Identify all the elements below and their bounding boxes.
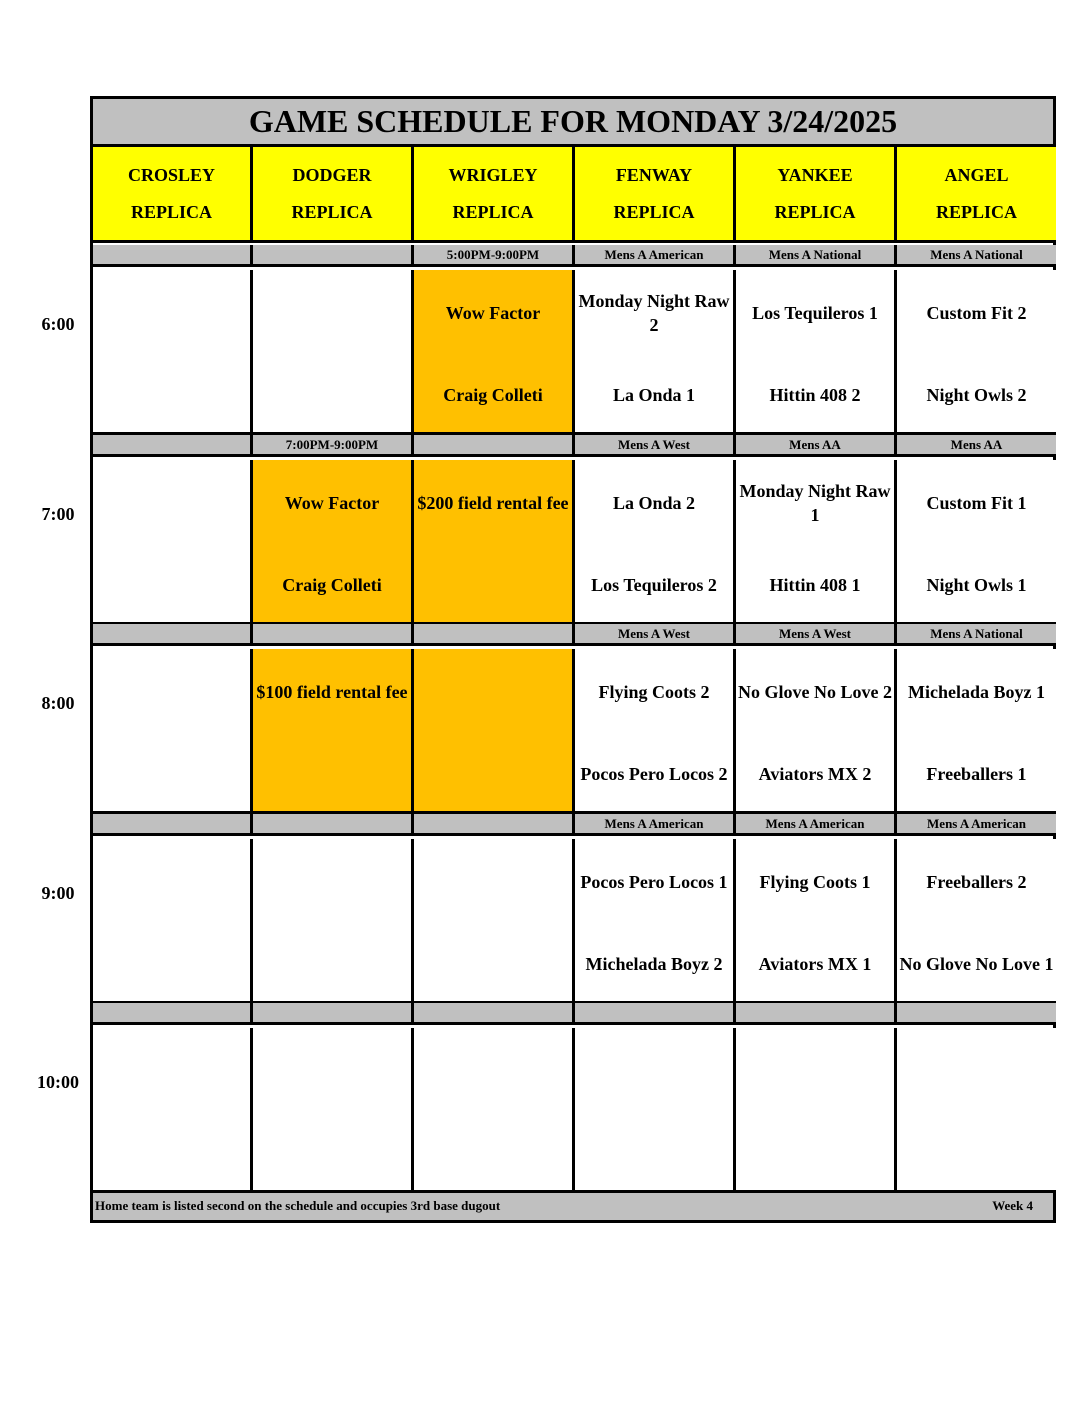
field-header-dodger [253, 147, 414, 243]
game-slot [253, 1028, 414, 1193]
field-name: ANGEL [944, 164, 1009, 185]
field-header-wrigley [414, 147, 575, 243]
footer-row [93, 1191, 1053, 1220]
field-type: REPLICA [291, 201, 373, 222]
game-slot [897, 839, 1056, 1004]
home-team: Pocos Pero Locos 2 [580, 764, 728, 784]
game-slot [93, 460, 253, 625]
game-slot [897, 649, 1056, 814]
field-type: REPLICA [130, 201, 212, 222]
game-slot [93, 649, 253, 814]
footer-note: Home team is listed second on the schedule and occupies 3rd base dugout [95, 1197, 501, 1213]
home-team: Aviators MX 1 [758, 954, 872, 974]
division-label [414, 435, 575, 457]
game-slot [414, 649, 575, 814]
field-type: REPLICA [452, 201, 534, 222]
division-label [575, 1003, 736, 1025]
division-label [253, 1003, 414, 1025]
home-team: Freeballers 1 [926, 764, 1027, 784]
division-label: Mens A West [736, 624, 897, 646]
time-label: 6:00 [41, 314, 75, 334]
visiting-team: Los Tequileros 1 [752, 303, 878, 323]
field-name: YANKEE [777, 164, 853, 185]
field-header-yankee [736, 147, 897, 243]
game-slot [575, 649, 736, 814]
home-team: Craig Colleti [443, 385, 543, 405]
division-label [93, 814, 253, 836]
division-label [414, 624, 575, 646]
visiting-team: Wow Factor [284, 493, 380, 513]
visiting-team: $100 field rental fee [256, 682, 408, 702]
game-slot [253, 649, 414, 814]
game-slot [575, 270, 736, 435]
field-name: FENWAY [615, 164, 693, 185]
division-label: 5:00PM-9:00PM [414, 245, 575, 267]
division-label: 7:00PM-9:00PM [253, 435, 414, 457]
home-team: Night Owls 1 [926, 575, 1027, 595]
game-slot [736, 460, 897, 625]
visiting-team: Pocos Pero Locos 1 [580, 872, 728, 892]
visiting-team: Custom Fit 2 [926, 303, 1027, 323]
division-label [93, 435, 253, 457]
division-label: Mens A West [575, 435, 736, 457]
visiting-team: Michelada Boyz 1 [908, 682, 1045, 702]
game-slot [575, 1028, 736, 1193]
home-team: Night Owls 2 [926, 385, 1027, 405]
division-label: Mens A American [575, 814, 736, 836]
visiting-team: $200 field rental fee [417, 493, 569, 513]
field-name: CROSLEY [127, 164, 216, 185]
visiting-team: La Onda 2 [612, 493, 696, 513]
game-slot [414, 839, 575, 1004]
home-team: Aviators MX 2 [758, 764, 872, 784]
field-header-crosley [93, 147, 253, 243]
division-label: Mens A American [736, 814, 897, 836]
game-slot [736, 1028, 897, 1193]
field-type: REPLICA [935, 201, 1017, 222]
division-label: Mens AA [736, 435, 897, 457]
field-type: REPLICA [774, 201, 856, 222]
game-slot [897, 270, 1056, 435]
division-label [253, 624, 414, 646]
division-label: Mens A National [736, 245, 897, 267]
division-label: Mens A American [575, 245, 736, 267]
field-name: WRIGLEY [448, 164, 538, 185]
division-label [736, 1003, 897, 1025]
page-title: GAME SCHEDULE FOR MONDAY 3/24/2025 [93, 99, 1053, 147]
home-team: Craig Colleti [282, 575, 382, 595]
division-label: Mens AA [897, 435, 1056, 457]
division-label [93, 1003, 253, 1025]
division-label [93, 624, 253, 646]
division-label: Mens A American [897, 814, 1056, 836]
home-team: Michelada Boyz 2 [585, 954, 723, 974]
field-name: DODGER [292, 164, 372, 185]
visiting-team: Monday Night Raw 1 [739, 481, 891, 525]
game-slot [575, 839, 736, 1004]
game-slot [736, 839, 897, 1004]
division-label [414, 814, 575, 836]
home-team: Hittin 408 2 [769, 385, 861, 405]
time-label: 7:00 [41, 504, 75, 524]
field-type: REPLICA [613, 201, 695, 222]
week-label: Week 4 [992, 1197, 1033, 1213]
division-label [897, 1003, 1056, 1025]
home-team: Los Tequileros 2 [591, 575, 717, 595]
game-slot [575, 460, 736, 625]
time-label: 9:00 [41, 883, 75, 903]
home-team: Hittin 408 1 [769, 575, 861, 595]
visiting-team: No Glove No Love 2 [738, 682, 892, 702]
time-label: 8:00 [41, 693, 75, 713]
game-slot [736, 270, 897, 435]
time-label: 10:00 [37, 1072, 79, 1092]
division-label: Mens A West [575, 624, 736, 646]
division-label: Mens A National [897, 624, 1056, 646]
game-slot [253, 839, 414, 1004]
field-header-angel [897, 147, 1056, 243]
game-slot [414, 1028, 575, 1193]
visiting-team: Flying Coots 2 [598, 682, 710, 702]
game-slot [93, 1028, 253, 1193]
division-label [253, 814, 414, 836]
home-team: La Onda 1 [612, 385, 696, 405]
division-label: Mens A National [897, 245, 1056, 267]
field-header-fenway [575, 147, 736, 243]
division-label [93, 245, 253, 267]
visiting-team: Monday Night Raw 2 [578, 291, 730, 335]
game-slot [93, 839, 253, 1004]
game-slot [253, 270, 414, 435]
game-slot [93, 270, 253, 435]
division-label [414, 1003, 575, 1025]
game-slot [253, 460, 414, 625]
game-slot [414, 460, 575, 625]
home-team: No Glove No Love 1 [899, 954, 1054, 974]
game-slot [736, 649, 897, 814]
game-slot [414, 270, 575, 435]
division-label [253, 245, 414, 267]
visiting-team: Flying Coots 1 [759, 872, 871, 892]
visiting-team: Freeballers 2 [926, 872, 1027, 892]
game-slot [897, 460, 1056, 625]
game-slot [897, 1028, 1056, 1193]
visiting-team: Custom Fit 1 [926, 493, 1027, 513]
visiting-team: Wow Factor [445, 303, 541, 323]
game-schedule-table [90, 96, 1056, 1223]
